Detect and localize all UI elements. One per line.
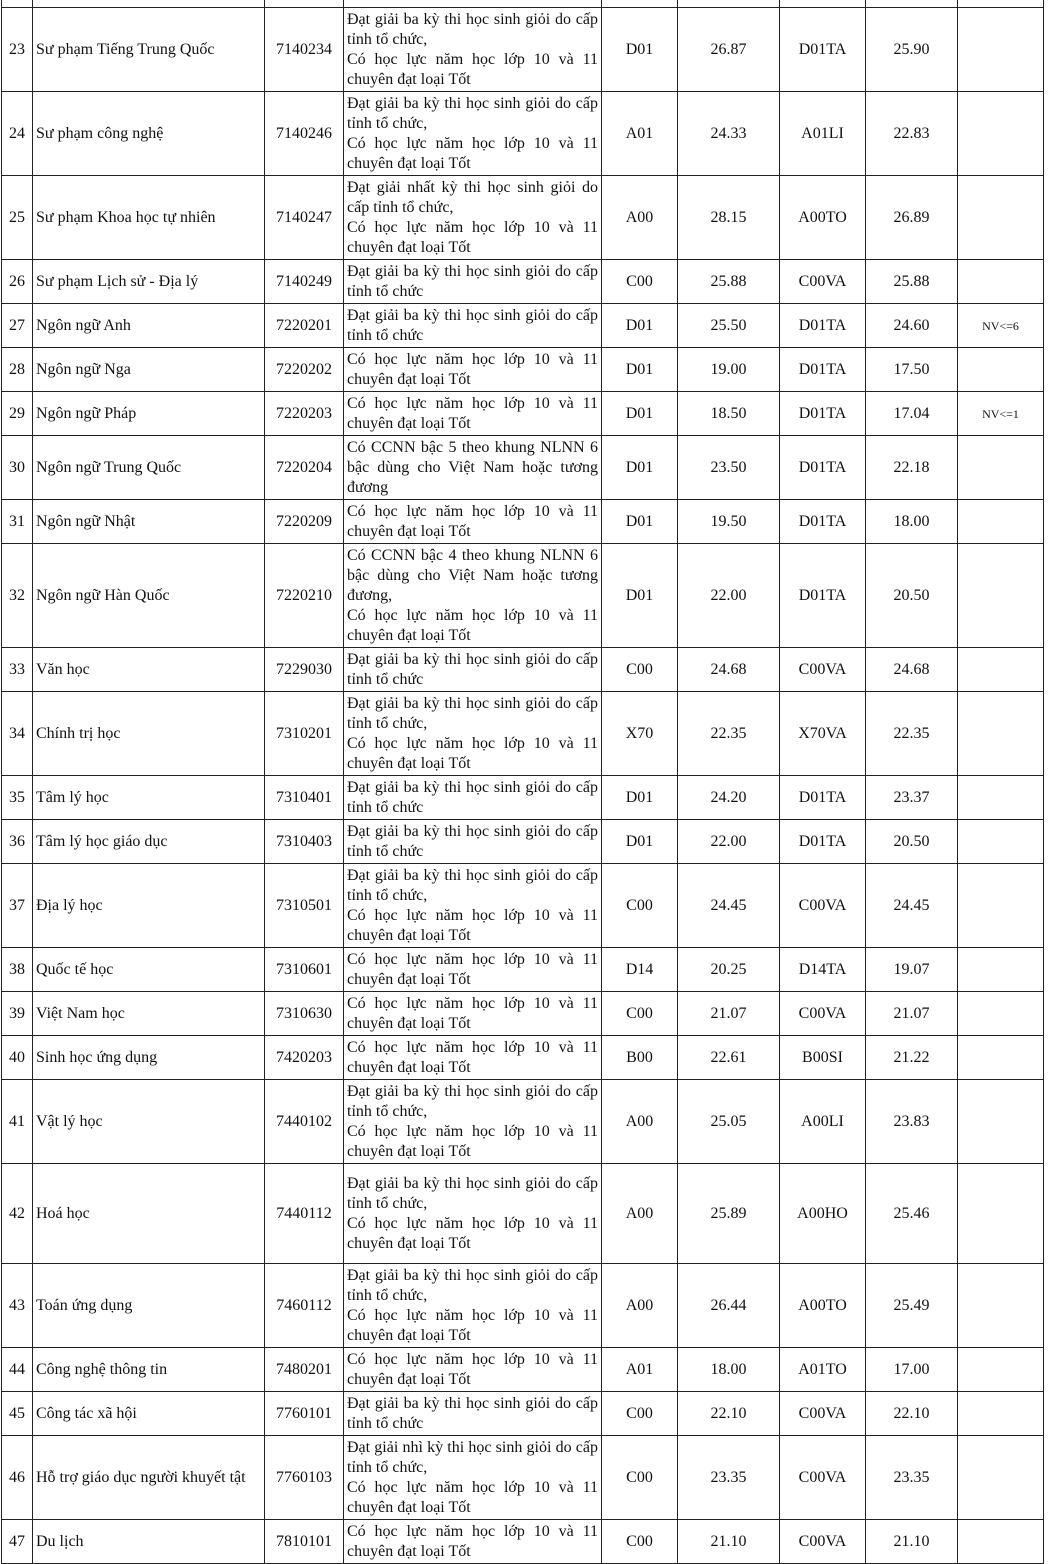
row-number-cell: 26 xyxy=(2,260,33,304)
admission-condition-cell: Đạt giải ba kỳ thi học sinh giỏi do cấp tỉnh tổ chức, Có học lực năm học lớp 10 và 11 chuyên đạt loại Tốt xyxy=(344,1080,602,1164)
table-row xyxy=(2,544,1044,648)
combination-score-cell: 25.89 xyxy=(678,1164,780,1264)
major-code-cell: 7310630 xyxy=(265,992,344,1036)
admission-condition-cell: Có học lực năm học lớp 10 và 11 chuyên đạt loại Tốt xyxy=(344,1036,602,1080)
major-code-cell: 7220204 xyxy=(265,436,344,500)
note-cell xyxy=(958,1036,1044,1080)
note-cell xyxy=(958,92,1044,176)
major-name-cell: Ngôn ngữ Trung Quốc xyxy=(33,436,265,500)
subject-combination-cell: B00 xyxy=(602,1036,678,1080)
major-code-cell: 7310201 xyxy=(265,692,344,776)
subject-combination-cell: C00 xyxy=(602,1392,678,1436)
subject-combination-cell: D01 xyxy=(602,8,678,92)
priority-subject-score-cell: 26.89 xyxy=(866,176,958,260)
combination-score-cell: 23.50 xyxy=(678,436,780,500)
row-number-cell xyxy=(2,0,33,8)
subject-combination-cell: A01 xyxy=(602,1348,678,1392)
major-code-cell: 7220203 xyxy=(265,392,344,436)
combination-score-cell: 26.44 xyxy=(678,1264,780,1348)
major-code-cell: 7310401 xyxy=(265,776,344,820)
subject-combination-cell: D01 xyxy=(602,436,678,500)
table-row xyxy=(2,92,1044,176)
major-name-cell: Sư phạm Lịch sử - Địa lý xyxy=(33,260,265,304)
major-code-cell: 7760103 xyxy=(265,1436,344,1520)
row-number-cell: 28 xyxy=(2,348,33,392)
row-number-cell: 44 xyxy=(2,1348,33,1392)
priority-subject-code-cell: D01TA xyxy=(780,776,866,820)
major-code-cell: 7310403 xyxy=(265,820,344,864)
subject-combination-cell: A00 xyxy=(602,176,678,260)
priority-subject-code-cell: C00VA xyxy=(780,1520,866,1564)
note-cell xyxy=(958,1164,1044,1264)
admission-condition-cell: Đạt giải ba kỳ thi học sinh giỏi do cấp tỉnh tổ chức xyxy=(344,304,602,348)
priority-subject-code-cell: D01TA xyxy=(780,436,866,500)
table-row xyxy=(2,1520,1044,1564)
note-cell xyxy=(958,1436,1044,1520)
admission-condition-cell: Đạt giải ba kỳ thi học sinh giỏi do cấp tỉnh tổ chức, Có học lực năm học lớp 10 và 11 chuyên đạt loại Tốt xyxy=(344,92,602,176)
note-cell xyxy=(958,176,1044,260)
admission-condition-cell: Đạt giải ba kỳ thi học sinh giỏi do cấp tỉnh tổ chức, Có học lực năm học lớp 10 và 11 chuyên đạt loại Tốt xyxy=(344,8,602,92)
major-code-cell: 7229030 xyxy=(265,648,344,692)
row-number-cell: 30 xyxy=(2,436,33,500)
note-cell xyxy=(958,500,1044,544)
priority-subject-score-cell: 25.49 xyxy=(866,1264,958,1348)
major-code-cell: 7810101 xyxy=(265,1520,344,1564)
priority-subject-score-cell: 17.04 xyxy=(866,392,958,436)
row-number-cell: 42 xyxy=(2,1164,33,1264)
major-code-cell: 7140234 xyxy=(265,8,344,92)
table-row xyxy=(2,648,1044,692)
combination-score-cell: 25.50 xyxy=(678,304,780,348)
admission-condition-cell: Đạt giải ba kỳ thi học sinh giỏi do cấp tỉnh tổ chức xyxy=(344,776,602,820)
priority-subject-code-cell: A01TO xyxy=(780,1348,866,1392)
major-name-cell: Vật lý học xyxy=(33,1080,265,1164)
combination-score-cell: 23.35 xyxy=(678,1436,780,1520)
subject-combination-cell: D01 xyxy=(602,820,678,864)
priority-subject-score-cell: 24.68 xyxy=(866,648,958,692)
subject-combination-cell: C00 xyxy=(602,260,678,304)
major-name-cell: Văn học xyxy=(33,648,265,692)
note-cell xyxy=(958,820,1044,864)
row-number-cell: 39 xyxy=(2,992,33,1036)
major-code-cell: 7440112 xyxy=(265,1164,344,1264)
priority-subject-score-cell: 23.83 xyxy=(866,1080,958,1164)
priority-subject-score-cell: 22.10 xyxy=(866,1392,958,1436)
subject-combination-cell: A00 xyxy=(602,1264,678,1348)
major-name-cell: Sinh học ứng dụng xyxy=(33,1036,265,1080)
priority-subject-score-cell: 25.88 xyxy=(866,260,958,304)
combination-score-cell: 18.00 xyxy=(678,1348,780,1392)
admission-condition-cell: Có CCNN bậc 5 theo khung NLNN 6 bậc dùng cho Việt Nam hoặc tương đương xyxy=(344,436,602,500)
priority-subject-code-cell: D01TA xyxy=(780,544,866,648)
major-name-cell: Chính trị học xyxy=(33,692,265,776)
major-name-cell: Ngôn ngữ Pháp xyxy=(33,392,265,436)
row-number-cell: 47 xyxy=(2,1520,33,1564)
combination-score-cell: 21.07 xyxy=(678,992,780,1036)
note-cell xyxy=(958,948,1044,992)
note-cell xyxy=(958,348,1044,392)
admission-condition-cell: Đạt giải nhất kỳ thi học sinh giỏi do cấp tỉnh tổ chức, Có học lực năm học lớp 10 và 11 chuyên đạt loại Tốt xyxy=(344,176,602,260)
row-number-cell: 34 xyxy=(2,692,33,776)
priority-subject-code-cell: D01TA xyxy=(780,304,866,348)
row-number-cell: 33 xyxy=(2,648,33,692)
major-name-cell: Ngôn ngữ Hàn Quốc xyxy=(33,544,265,648)
subject-combination-cell: X70 xyxy=(602,692,678,776)
admission-condition-cell: Có học lực năm học lớp 10 và 11 chuyên đạt loại Tốt xyxy=(344,948,602,992)
major-name-cell: Ngôn ngữ Nga xyxy=(33,348,265,392)
admission-condition-cell xyxy=(344,0,602,8)
subject-combination-cell: A00 xyxy=(602,1080,678,1164)
priority-subject-code-cell: C00VA xyxy=(780,1436,866,1520)
table-row xyxy=(2,392,1044,436)
note-cell xyxy=(958,992,1044,1036)
row-number-cell: 38 xyxy=(2,948,33,992)
admission-condition-cell: Có học lực năm học lớp 10 và 11 chuyên đạt loại Tốt xyxy=(344,1520,602,1564)
major-code-cell: 7220210 xyxy=(265,544,344,648)
subject-combination-cell: D01 xyxy=(602,544,678,648)
major-name-cell: Tâm lý học xyxy=(33,776,265,820)
priority-subject-score-cell: 22.83 xyxy=(866,92,958,176)
major-code-cell: 7480201 xyxy=(265,1348,344,1392)
row-number-cell: 40 xyxy=(2,1036,33,1080)
priority-subject-code-cell: D01TA xyxy=(780,8,866,92)
combination-score-cell: 19.50 xyxy=(678,500,780,544)
priority-subject-score-cell: 21.07 xyxy=(866,992,958,1036)
table-row xyxy=(2,8,1044,92)
admission-condition-cell: Đạt giải nhì kỳ thi học sinh giỏi do cấp tỉnh tổ chức, Có học lực năm học lớp 10 và 11 chuyên đạt loại Tốt xyxy=(344,1436,602,1520)
major-name-cell: Ngôn ngữ Nhật xyxy=(33,500,265,544)
row-number-cell: 45 xyxy=(2,1392,33,1436)
subject-combination-cell: D01 xyxy=(602,392,678,436)
combination-score-cell: 22.00 xyxy=(678,544,780,648)
major-name-cell: Quốc tế học xyxy=(33,948,265,992)
priority-subject-code-cell: C00VA xyxy=(780,260,866,304)
priority-subject-score-cell: 17.00 xyxy=(866,1348,958,1392)
major-name-cell: Ngôn ngữ Anh xyxy=(33,304,265,348)
admission-condition-cell: Đạt giải ba kỳ thi học sinh giỏi do cấp tỉnh tổ chức xyxy=(344,648,602,692)
note-cell xyxy=(958,436,1044,500)
note-cell xyxy=(958,1392,1044,1436)
major-name-cell: Du lịch xyxy=(33,1520,265,1564)
subject-combination-cell: D01 xyxy=(602,348,678,392)
priority-subject-code-cell: C00VA xyxy=(780,864,866,948)
major-name-cell: Địa lý học xyxy=(33,864,265,948)
priority-subject-code-cell: X70VA xyxy=(780,692,866,776)
admission-condition-cell: Có học lực năm học lớp 10 và 11 chuyên đạt loại Tốt xyxy=(344,992,602,1036)
table-row xyxy=(2,1392,1044,1436)
admission-condition-cell: Đạt giải ba kỳ thi học sinh giỏi do cấp tỉnh tổ chức, Có học lực năm học lớp 10 và 11 chuyên đạt loại Tốt xyxy=(344,1164,602,1264)
subject-combination-cell: D14 xyxy=(602,948,678,992)
combination-score-cell: 22.35 xyxy=(678,692,780,776)
admission-condition-cell: Đạt giải ba kỳ thi học sinh giỏi do cấp tỉnh tổ chức xyxy=(344,260,602,304)
note-cell xyxy=(958,1264,1044,1348)
priority-subject-code-cell: C00VA xyxy=(780,648,866,692)
combination-score-cell: 22.61 xyxy=(678,1036,780,1080)
priority-subject-code-cell: C00VA xyxy=(780,1392,866,1436)
combination-score-cell: 20.25 xyxy=(678,948,780,992)
admission-condition-cell: Đạt giải ba kỳ thi học sinh giỏi do cấp tỉnh tổ chức xyxy=(344,820,602,864)
note-cell: NV<=6 xyxy=(958,304,1044,348)
priority-subject-code-cell: D01TA xyxy=(780,392,866,436)
priority-subject-code-cell: A00TO xyxy=(780,176,866,260)
combination-score-cell: 24.20 xyxy=(678,776,780,820)
major-name-cell: Sư phạm Tiếng Trung Quốc xyxy=(33,8,265,92)
admission-condition-cell: Có CCNN bậc 4 theo khung NLNN 6 bậc dùng cho Việt Nam hoặc tương đương, Có học lực năm học lớp 10 và 11 chuyên đạt loại Tốt xyxy=(344,544,602,648)
row-number-cell: 35 xyxy=(2,776,33,820)
priority-subject-score-cell: 20.50 xyxy=(866,544,958,648)
priority-subject-code-cell: A01LI xyxy=(780,92,866,176)
admission-condition-cell: Có học lực năm học lớp 10 và 11 chuyên đạt loại Tốt xyxy=(344,348,602,392)
major-code-cell: 7140246 xyxy=(265,92,344,176)
major-name-cell: Hoá học xyxy=(33,1164,265,1264)
table-row xyxy=(2,1036,1044,1080)
priority-subject-code-cell: A00HO xyxy=(780,1164,866,1264)
table-row xyxy=(2,176,1044,260)
combination-score-cell: 24.68 xyxy=(678,648,780,692)
major-name-cell: Việt Nam học xyxy=(33,992,265,1036)
table-row xyxy=(2,1436,1044,1520)
table-row xyxy=(2,348,1044,392)
combination-score-cell: 18.50 xyxy=(678,392,780,436)
table-row xyxy=(2,992,1044,1036)
major-name-cell: Toán ứng dụng xyxy=(33,1264,265,1348)
note-cell xyxy=(958,776,1044,820)
admission-condition-cell: Đạt giải ba kỳ thi học sinh giỏi do cấp tỉnh tổ chức, Có học lực năm học lớp 10 và 11 chuyên đạt loại Tốt xyxy=(344,1264,602,1348)
admission-condition-cell: Có học lực năm học lớp 10 và 11 chuyên đạt loại Tốt xyxy=(344,1348,602,1392)
subject-combination-cell: C00 xyxy=(602,992,678,1036)
note-cell xyxy=(958,1348,1044,1392)
note-cell xyxy=(958,1520,1044,1564)
note-cell: NV<=1 xyxy=(958,392,1044,436)
combination-score-cell: 28.15 xyxy=(678,176,780,260)
note-cell xyxy=(958,692,1044,776)
admission-condition-cell: Đạt giải ba kỳ thi học sinh giỏi do cấp tỉnh tổ chức, Có học lực năm học lớp 10 và 11 chuyên đạt loại Tốt xyxy=(344,692,602,776)
row-number-cell: 36 xyxy=(2,820,33,864)
major-code-cell: 7310601 xyxy=(265,948,344,992)
table-row xyxy=(2,864,1044,948)
major-code-cell: 7420203 xyxy=(265,1036,344,1080)
combination-score-cell: 25.05 xyxy=(678,1080,780,1164)
admission-condition-cell: Đạt giải ba kỳ thi học sinh giỏi do cấp tỉnh tổ chức xyxy=(344,1392,602,1436)
priority-subject-score-cell: 25.90 xyxy=(866,8,958,92)
note-cell xyxy=(958,544,1044,648)
priority-subject-score-cell: 21.22 xyxy=(866,1036,958,1080)
priority-subject-code-cell: A00LI xyxy=(780,1080,866,1164)
major-name-cell: Sư phạm Khoa học tự nhiên xyxy=(33,176,265,260)
table-row xyxy=(2,692,1044,776)
row-number-cell: 41 xyxy=(2,1080,33,1164)
row-number-cell: 24 xyxy=(2,92,33,176)
row-number-cell: 43 xyxy=(2,1264,33,1348)
combination-score-cell: 24.33 xyxy=(678,92,780,176)
table-row xyxy=(2,304,1044,348)
priority-subject-score-cell xyxy=(866,0,958,8)
priority-subject-code-cell: B00SI xyxy=(780,1036,866,1080)
combination-score-cell: 25.88 xyxy=(678,260,780,304)
major-name-cell xyxy=(33,0,265,8)
admission-condition-cell: Có học lực năm học lớp 10 và 11 chuyên đạt loại Tốt xyxy=(344,500,602,544)
major-code-cell: 7220201 xyxy=(265,304,344,348)
row-number-cell: 23 xyxy=(2,8,33,92)
priority-subject-code-cell: C00VA xyxy=(780,992,866,1036)
subject-combination-cell: C00 xyxy=(602,648,678,692)
note-cell xyxy=(958,8,1044,92)
major-name-cell: Hỗ trợ giáo dục người khuyết tật xyxy=(33,1436,265,1520)
admission-scores-table xyxy=(1,0,1044,1564)
combination-score-cell: 21.10 xyxy=(678,1520,780,1564)
subject-combination-cell: C00 xyxy=(602,1436,678,1520)
row-number-cell: 25 xyxy=(2,176,33,260)
combination-score-cell: 24.45 xyxy=(678,864,780,948)
row-number-cell: 29 xyxy=(2,392,33,436)
major-code-cell: 7140247 xyxy=(265,176,344,260)
major-name-cell: Tâm lý học giáo dục xyxy=(33,820,265,864)
major-code-cell: 7140249 xyxy=(265,260,344,304)
combination-score-cell: 22.10 xyxy=(678,1392,780,1436)
priority-subject-score-cell: 24.60 xyxy=(866,304,958,348)
table-row xyxy=(2,1348,1044,1392)
combination-score-cell: 19.00 xyxy=(678,348,780,392)
note-cell xyxy=(958,648,1044,692)
table-row xyxy=(2,1164,1044,1264)
major-code-cell: 7440102 xyxy=(265,1080,344,1164)
priority-subject-score-cell: 21.10 xyxy=(866,1520,958,1564)
subject-combination-cell: D01 xyxy=(602,304,678,348)
row-number-cell: 31 xyxy=(2,500,33,544)
table-row xyxy=(2,436,1044,500)
priority-subject-score-cell: 24.45 xyxy=(866,864,958,948)
table-row xyxy=(2,776,1044,820)
priority-subject-score-cell: 25.46 xyxy=(866,1164,958,1264)
subject-combination-cell: A00 xyxy=(602,1164,678,1264)
major-code-cell: 7760101 xyxy=(265,1392,344,1436)
table-row xyxy=(2,1264,1044,1348)
admission-condition-cell: Có học lực năm học lớp 10 và 11 chuyên đạt loại Tốt xyxy=(344,392,602,436)
combination-score-cell: 26.87 xyxy=(678,8,780,92)
priority-subject-code-cell xyxy=(780,0,866,8)
priority-subject-score-cell: 23.37 xyxy=(866,776,958,820)
priority-subject-score-cell: 18.00 xyxy=(866,500,958,544)
table-row xyxy=(2,500,1044,544)
row-number-cell: 46 xyxy=(2,1436,33,1520)
note-cell xyxy=(958,1080,1044,1164)
row-number-cell: 27 xyxy=(2,304,33,348)
major-code-cell: 7310501 xyxy=(265,864,344,948)
priority-subject-score-cell: 22.35 xyxy=(866,692,958,776)
priority-subject-code-cell: D01TA xyxy=(780,348,866,392)
combination-score-cell xyxy=(678,0,780,8)
note-cell xyxy=(958,260,1044,304)
priority-subject-score-cell: 22.18 xyxy=(866,436,958,500)
priority-subject-score-cell: 23.35 xyxy=(866,1436,958,1520)
priority-subject-code-cell: D14TA xyxy=(780,948,866,992)
table-row xyxy=(2,948,1044,992)
combination-score-cell: 22.00 xyxy=(678,820,780,864)
subject-combination-cell: A01 xyxy=(602,92,678,176)
table-row xyxy=(2,260,1044,304)
subject-combination-cell: C00 xyxy=(602,864,678,948)
subject-combination-cell: D01 xyxy=(602,500,678,544)
major-name-cell: Sư phạm công nghệ xyxy=(33,92,265,176)
major-code-cell xyxy=(265,0,344,8)
priority-subject-score-cell: 20.50 xyxy=(866,820,958,864)
note-cell xyxy=(958,0,1044,8)
row-number-cell: 37 xyxy=(2,864,33,948)
major-code-cell: 7460112 xyxy=(265,1264,344,1348)
major-name-cell: Công tác xã hội xyxy=(33,1392,265,1436)
major-code-cell: 7220202 xyxy=(265,348,344,392)
priority-subject-score-cell: 19.07 xyxy=(866,948,958,992)
table-row xyxy=(2,820,1044,864)
major-code-cell: 7220209 xyxy=(265,500,344,544)
priority-subject-code-cell: D01TA xyxy=(780,820,866,864)
table-row xyxy=(2,0,1044,8)
table-row xyxy=(2,1080,1044,1164)
subject-combination-cell: D01 xyxy=(602,776,678,820)
admission-condition-cell: Đạt giải ba kỳ thi học sinh giỏi do cấp tỉnh tổ chức, Có học lực năm học lớp 10 và 11 chuyên đạt loại Tốt xyxy=(344,864,602,948)
subject-combination-cell: C00 xyxy=(602,1520,678,1564)
priority-subject-code-cell: D01TA xyxy=(780,500,866,544)
row-number-cell: 32 xyxy=(2,544,33,648)
note-cell xyxy=(958,864,1044,948)
subject-combination-cell xyxy=(602,0,678,8)
table-body xyxy=(2,0,1044,1564)
major-name-cell: Công nghệ thông tin xyxy=(33,1348,265,1392)
priority-subject-code-cell: A00TO xyxy=(780,1264,866,1348)
priority-subject-score-cell: 17.50 xyxy=(866,348,958,392)
